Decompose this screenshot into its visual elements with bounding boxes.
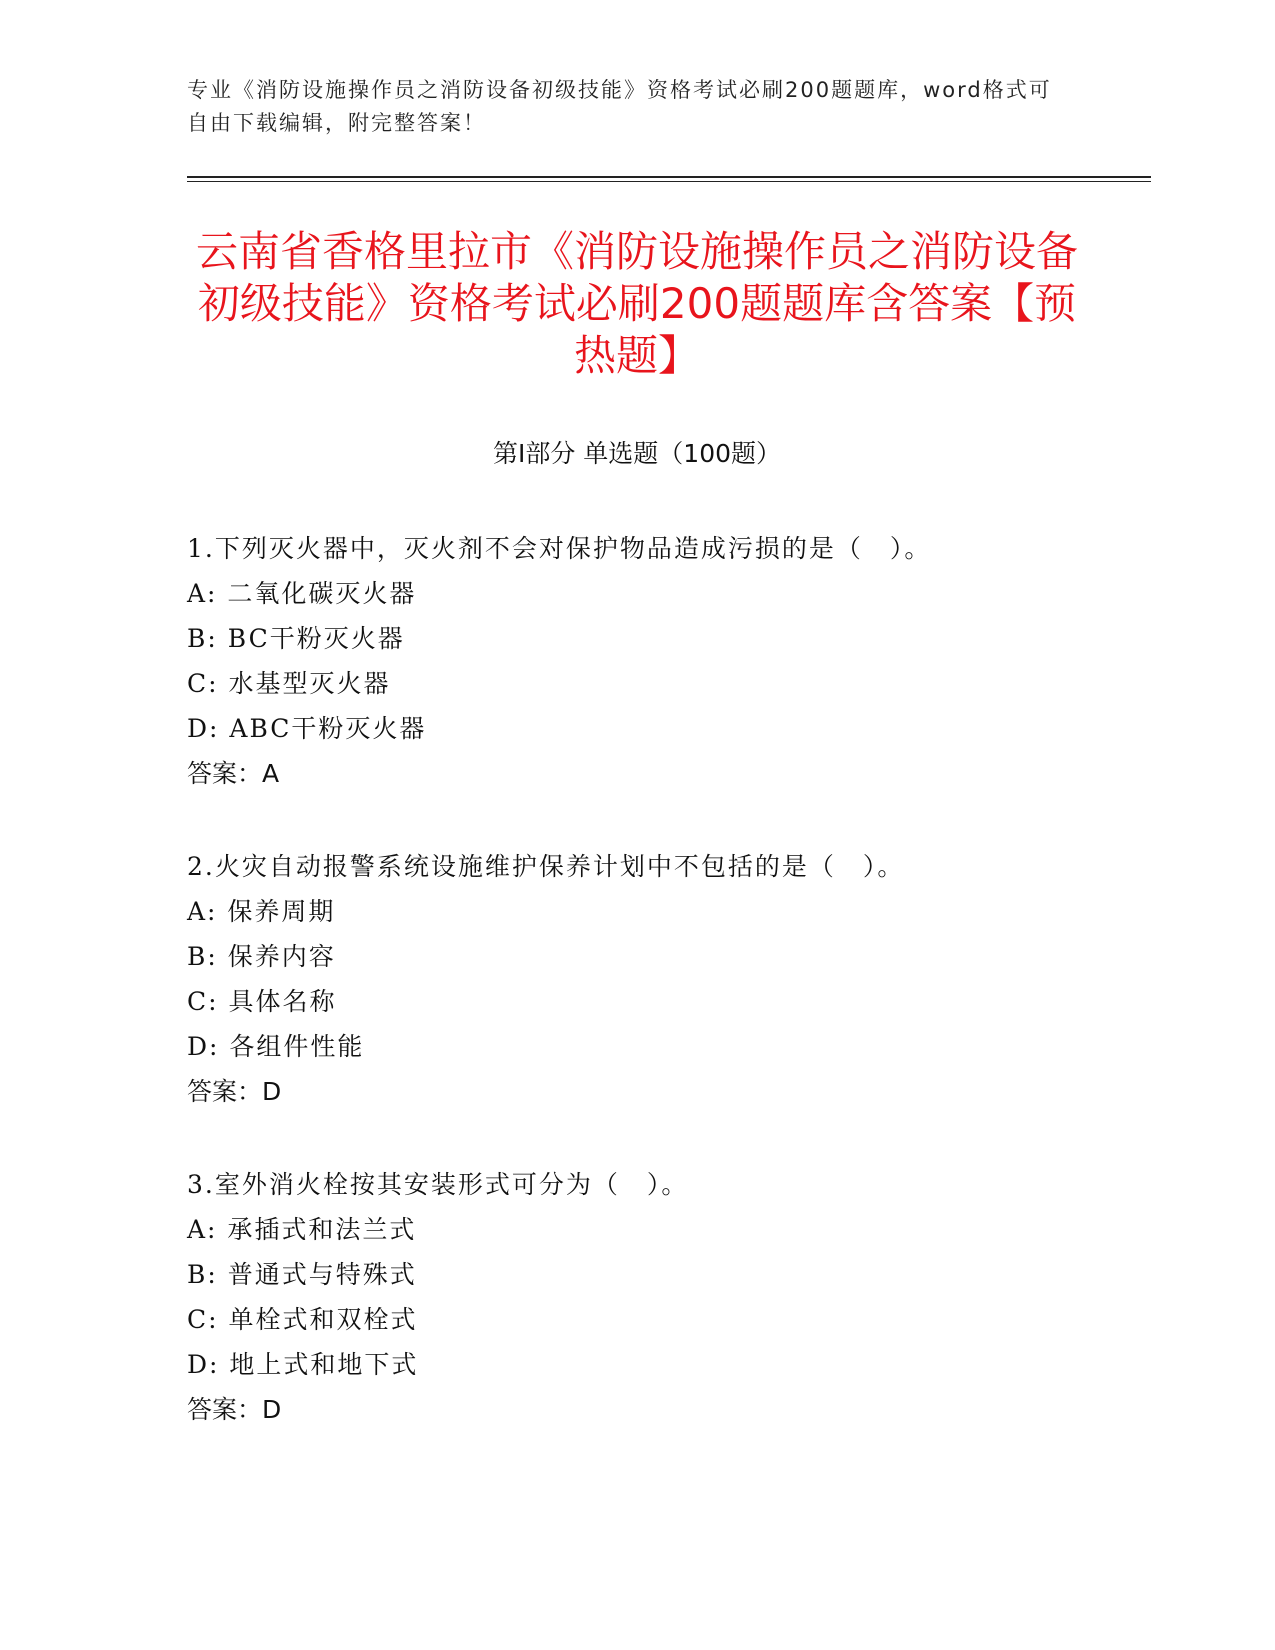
option-d: D: 各组件性能: [187, 1032, 365, 1061]
question-2: [187, 844, 1151, 1114]
option-a: A: 保养周期: [187, 897, 336, 926]
option-c: C: 单栓式和双栓式: [187, 1305, 418, 1334]
document-title: 云南省香格里拉市《消防设施操作员之消防设备初级技能》资格考试必刷200题题库含答案【预热题】: [195, 227, 1078, 380]
header-divider-thick: [187, 176, 1151, 178]
option-d: D: ABC干粉灭火器: [187, 714, 427, 743]
question-stem: 1.下列灭火器中，灭火剂不会对保护物品造成污损的是（ ）。: [187, 534, 932, 563]
option-c: C: 具体名称: [187, 987, 337, 1016]
answer: 答案：D: [187, 1395, 282, 1424]
answer: 答案：A: [187, 759, 280, 788]
header-note: 专业《消防设施操作员之消防设备初级技能》资格考试必刷200题题库，word格式可自由下载编辑，附完整答案！: [187, 78, 1052, 135]
option-a: A: 二氧化碳灭火器: [187, 579, 417, 608]
question-stem: 2.火灾自动报警系统设施维护保养计划中不包括的是（ ）。: [187, 852, 905, 881]
question-stem: 3.室外消火栓按其安装形式可分为（ ）。: [187, 1170, 689, 1199]
header-divider-thin: [187, 181, 1151, 182]
option-b: B: 保养内容: [187, 942, 336, 971]
question-3: [187, 1162, 1151, 1432]
option-b: B: 普通式与特殊式: [187, 1260, 417, 1289]
answer: 答案：D: [187, 1077, 282, 1106]
option-b: B: BC干粉灭火器: [187, 624, 405, 653]
section-heading: 第Ⅰ部分 单选题（100题）: [492, 439, 782, 468]
option-d: D: 地上式和地下式: [187, 1350, 419, 1379]
question-1: [187, 526, 1151, 796]
option-c: C: 水基型灭火器: [187, 669, 391, 698]
option-a: A: 承插式和法兰式: [187, 1215, 417, 1244]
